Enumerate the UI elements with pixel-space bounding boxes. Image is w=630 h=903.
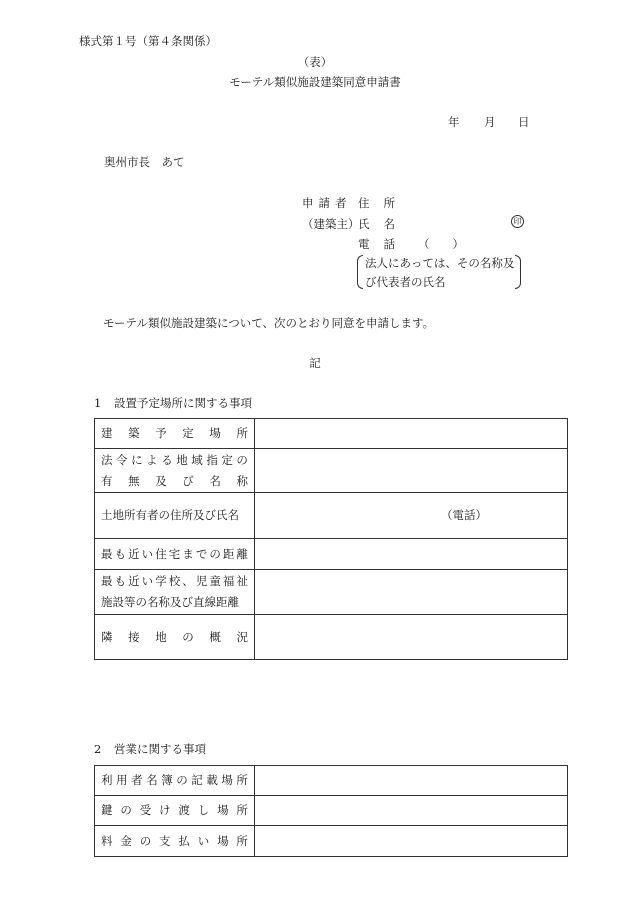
label-char: の: [139, 833, 152, 848]
label-char: 校: [168, 574, 181, 588]
label-char: 及: [155, 473, 167, 488]
label-char: 近: [128, 574, 140, 588]
label-char: 場: [209, 426, 221, 440]
label-char: 距: [222, 546, 235, 561]
table-row: [95, 615, 568, 660]
intro-text: モーテル類似施設建築について、次のとおり同意を申請します。: [103, 316, 435, 330]
label-char: 者: [131, 773, 143, 787]
label-char: 所: [236, 803, 248, 817]
label-char: 況: [236, 629, 248, 644]
label-char: 定: [182, 426, 194, 440]
section1-title: 設置予定場所に関する事項: [114, 396, 252, 410]
landowner-field[interactable]: [255, 493, 568, 539]
seal-mark: 印: [511, 215, 524, 228]
row-label-guest-register: [95, 766, 255, 796]
landowner-label: 土地所有者の住所及び氏名: [101, 508, 239, 522]
row-label-zoning: [95, 449, 255, 493]
label-char: び: [182, 473, 194, 488]
section2-number: 2: [94, 742, 102, 756]
label-char: 隣: [101, 629, 113, 644]
nearest-school-label-line1: [101, 571, 254, 592]
row-label-construction-site: [95, 419, 255, 449]
nearest-house-field[interactable]: [255, 539, 568, 570]
label-char: 住: [155, 546, 167, 561]
label-char: 無: [128, 473, 140, 488]
table-row: [95, 570, 568, 615]
label-char: 近: [128, 546, 140, 561]
label-char: る: [161, 452, 173, 467]
adjacent-land-field[interactable]: [255, 615, 568, 660]
label-char: 記: [191, 773, 203, 787]
label-char: 称: [236, 473, 248, 488]
label-char: 福: [222, 574, 235, 588]
label-char: も: [114, 546, 127, 561]
label-char: 所: [236, 773, 248, 787]
label-char: 最: [101, 546, 113, 561]
table-row: [95, 766, 568, 796]
label-char: の: [120, 803, 132, 817]
label-char: 鍵: [101, 803, 113, 817]
label-char: い: [141, 574, 154, 588]
label-char: も: [114, 574, 127, 588]
section2-title: 営業に関する事項: [114, 742, 206, 756]
payment-field[interactable]: [255, 826, 568, 857]
label-char: 宅: [168, 546, 181, 561]
label-char: 用: [116, 773, 128, 787]
key-handover-label: [101, 800, 254, 821]
table-row: [95, 826, 568, 857]
label-char: 名: [146, 773, 158, 787]
label-char: 接: [128, 629, 140, 644]
label-char: 簿: [161, 773, 173, 787]
adjacent-land-label: [101, 627, 254, 648]
label-char: ま: [182, 546, 194, 561]
zoning-label-line2: [101, 471, 254, 492]
section2-heading: [94, 741, 206, 757]
payment-label: [101, 831, 254, 852]
label-char: 童: [209, 574, 221, 588]
label-char: 利: [101, 773, 113, 787]
label-char: の: [182, 629, 194, 644]
row-label-key-handover: [95, 796, 255, 826]
label-char: 金: [120, 833, 132, 848]
label-char: 域: [191, 452, 203, 467]
label-char: に: [131, 452, 143, 467]
row-label-nearest-house: [95, 539, 255, 570]
applicant-phone-paren: （ ）: [418, 237, 464, 251]
section2-table: [94, 765, 568, 857]
table-row: [95, 493, 568, 539]
label-char: 定: [221, 452, 233, 467]
label-char: 児: [195, 574, 208, 588]
form-number: 様式第１号（第４条関係）: [79, 34, 217, 48]
label-char: で: [195, 546, 208, 561]
date-day-label: 日: [518, 115, 530, 129]
label-char: 指: [206, 452, 218, 467]
label-char: 最: [101, 574, 113, 588]
key-handover-field[interactable]: [255, 796, 568, 826]
row-label-payment: [95, 826, 255, 857]
label-char: 法: [101, 452, 113, 467]
label-char: 支: [159, 833, 171, 848]
side-indicator: （表）: [297, 55, 333, 69]
nearest-school-label-line2: 施設等の名称及び直線距離: [101, 595, 239, 609]
label-char: い: [141, 546, 154, 561]
label-char: け: [159, 803, 171, 817]
label-char: 地: [176, 452, 188, 467]
table-row: [95, 419, 568, 449]
table-row: [95, 796, 568, 826]
guest-register-field[interactable]: [255, 766, 568, 796]
right-bracket: [515, 255, 521, 289]
label-char: 有: [101, 473, 113, 488]
label-char: 場: [217, 833, 229, 848]
label-char: 場: [221, 773, 233, 787]
label-char: 、: [182, 574, 194, 588]
label-char: 払: [178, 833, 190, 848]
label-char: 受: [139, 803, 152, 817]
section1-heading: [94, 395, 252, 411]
label-char: 令: [116, 452, 128, 467]
corporate-note-line1: 法人にあっては、その名称及: [365, 256, 515, 270]
applicant-address-label: 住所: [358, 196, 409, 210]
label-char: 所: [236, 833, 248, 848]
nearest-house-label: [101, 544, 254, 565]
label-char: 載: [206, 773, 218, 787]
left-bracket: [357, 255, 363, 289]
label-char: よ: [146, 452, 158, 467]
label-char: 築: [128, 426, 140, 440]
label-char: 離: [236, 546, 248, 561]
applicant-label: 申請者: [302, 196, 352, 210]
label-char: 名: [209, 473, 221, 488]
table-row: [95, 539, 568, 570]
label-char: の: [176, 773, 188, 787]
label-char: 地: [155, 629, 167, 644]
builder-label: （建築主）: [302, 217, 360, 231]
corporate-note-line2: び代表者の氏名: [365, 275, 446, 289]
label-char: 渡: [178, 803, 190, 817]
label-char: し: [197, 803, 210, 817]
nearest-school-field[interactable]: [255, 570, 568, 615]
date-year-label: 年: [448, 115, 460, 129]
zoning-field[interactable]: [255, 449, 568, 493]
label-char: 所: [236, 426, 248, 440]
construction-site-field[interactable]: [255, 419, 568, 449]
ki-heading: 記: [309, 356, 321, 370]
label-char: 建: [101, 426, 113, 440]
label-char: 場: [217, 803, 229, 817]
label-char: い: [197, 833, 210, 848]
label-char: 料: [101, 833, 113, 848]
landowner-phone-label: （電話）: [441, 508, 487, 522]
label-char: の: [236, 452, 248, 467]
row-label-adjacent-land: [95, 615, 255, 660]
table-row: [95, 449, 568, 493]
section1-number: 1: [94, 396, 102, 410]
label-char: 予: [155, 426, 167, 440]
date-month-label: 月: [484, 115, 496, 129]
zoning-label-line1: [101, 450, 254, 471]
label-char: 祉: [236, 574, 248, 588]
label-char: 学: [155, 574, 167, 588]
label-char: 概: [209, 629, 221, 644]
document-title: モーテル類似施設建築同意申請書: [229, 75, 401, 89]
row-label-nearest-school: [95, 570, 255, 615]
section1-table: [94, 418, 568, 660]
addressee: 奥州市長 あて: [104, 155, 185, 169]
row-label-landowner: [95, 493, 255, 539]
label-char: の: [209, 546, 221, 561]
applicant-phone-label: 電話: [358, 237, 409, 251]
construction-site-label: [101, 423, 254, 444]
corporate-note: [357, 255, 521, 289]
applicant-name-label: 氏名: [358, 217, 409, 231]
guest-register-label: [101, 770, 254, 791]
